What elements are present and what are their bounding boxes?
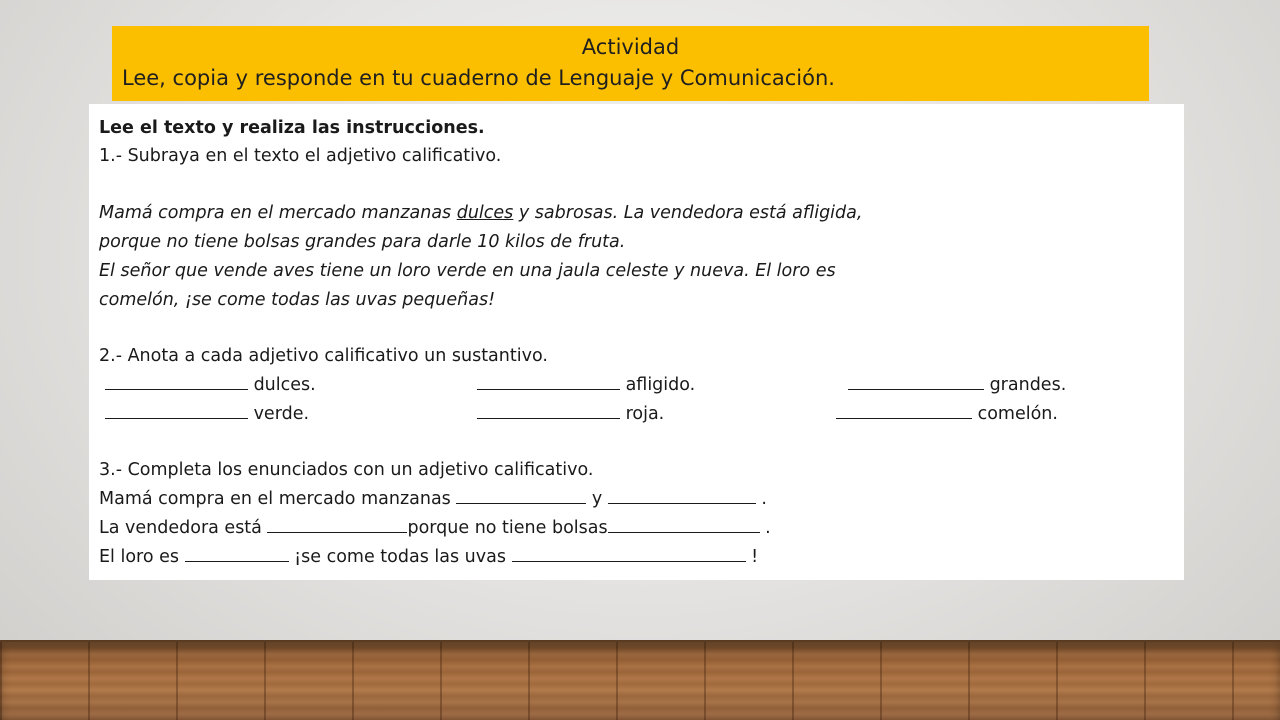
instruction-2: 2.- Anota a cada adjetivo calificativo un sustantivo. — [99, 346, 548, 366]
activity-banner — [112, 26, 1149, 101]
adjective-label: roja. — [625, 404, 665, 424]
sentence-text: porque no tiene bolsas — [407, 518, 608, 538]
answer-blank — [456, 487, 586, 504]
adjective-row-1-col-3 — [848, 373, 1066, 397]
sentence-3 — [99, 545, 758, 569]
answer-blank — [608, 516, 760, 533]
sentence-text: . — [759, 518, 771, 538]
answer-blank — [848, 373, 984, 390]
adjective-row-2-col-1 — [105, 402, 309, 426]
sentence-text: y — [586, 489, 608, 509]
text-segment: y sabrosas. La vendedora está afligida, — [513, 203, 863, 223]
answer-blank — [608, 487, 756, 504]
answer-blank — [836, 402, 972, 419]
adjective-row-2-col-2 — [477, 402, 664, 426]
sentence-text: ! — [745, 547, 759, 567]
banner-title: Actividad — [581, 35, 680, 59]
adjective-label: verde. — [253, 404, 310, 424]
sentence-text: Mamá compra en el mercado manzanas — [99, 489, 457, 509]
sentence-1 — [99, 487, 767, 511]
adjective-label: afligido. — [625, 375, 696, 395]
reading-text-line-2: porque no tiene bolsas grandes para darle 10 kilos de fruta. — [99, 232, 626, 252]
answer-blank — [105, 402, 248, 419]
adjective-row-2-col-3 — [836, 402, 1058, 426]
instruction-3: 3.- Completa los enunciados con un adjetivo calificativo. — [99, 460, 594, 480]
adjective-label: dulces. — [253, 375, 316, 395]
sentence-text: La vendedora está — [99, 518, 268, 538]
answer-blank — [512, 545, 746, 562]
answer-blank — [185, 545, 289, 562]
reading-text-line-4: comelón, ¡se come todas las uvas pequeñas! — [99, 290, 496, 310]
sentence-text: . — [755, 489, 767, 509]
reading-text-line-3: El señor que vende aves tiene un loro verde en una jaula celeste y nueva. El loro es — [99, 261, 836, 281]
answer-blank — [267, 516, 407, 533]
sentence-text: El loro es — [99, 547, 185, 567]
answer-blank — [477, 402, 620, 419]
sentence-2 — [99, 516, 771, 540]
adjective-row-1-col-2 — [477, 373, 695, 397]
instruction-1: 1.- Subraya en el texto el adjetivo calificativo. — [99, 146, 502, 166]
banner-subtitle: Lee, copia y responde en tu cuaderno de Lenguaje y Comunicación. — [122, 66, 835, 90]
underlined-adjective: dulces — [456, 203, 514, 223]
adjective-label: grandes. — [989, 375, 1067, 395]
sentence-text: ¡se come todas las uvas — [288, 547, 512, 567]
answer-blank — [105, 373, 248, 390]
text-segment: Mamá compra en el mercado manzanas — [99, 203, 457, 223]
worksheet-heading: Lee el texto y realiza las instrucciones. — [99, 118, 485, 138]
adjective-label: comelón. — [977, 404, 1058, 424]
adjective-row-1-col-1 — [105, 373, 316, 397]
answer-blank — [477, 373, 620, 390]
reading-text-line-1 — [99, 201, 862, 225]
wooden-floor — [0, 642, 1280, 720]
worksheet-card — [89, 104, 1184, 580]
